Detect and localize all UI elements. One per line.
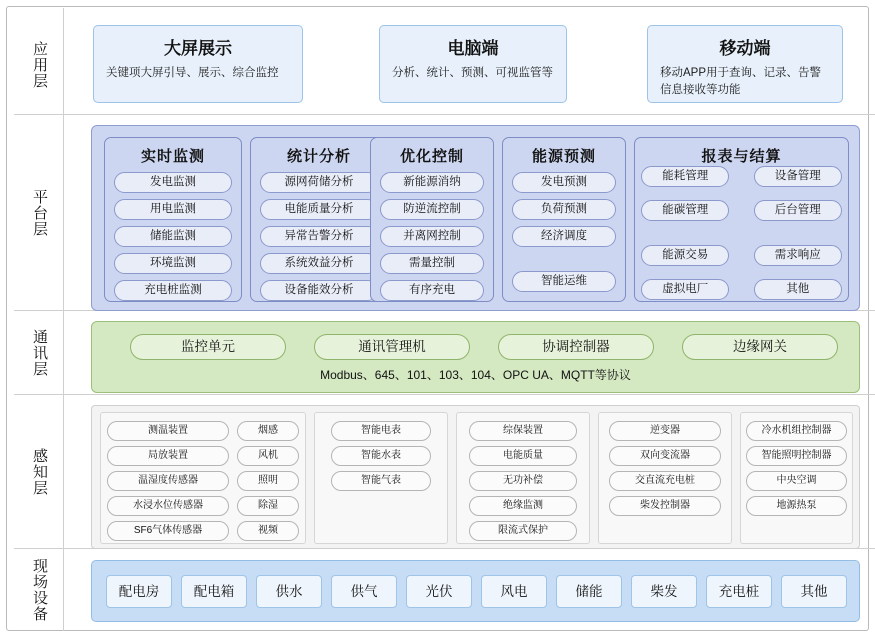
comm-unit-gateway-manager[interactable]: 通讯管理机 [314,334,470,360]
platform-item[interactable]: 虚拟电厂 [641,279,729,300]
platform-column-title: 能源预测 [531,148,596,165]
platform-item[interactable]: 异常告警分析 [260,226,378,247]
report-row [635,245,848,272]
app-card-desc: 关键项大屏引导、展示、综合监控 [106,67,279,79]
layer-label-platform [15,115,63,310]
platform-item[interactable]: 后台管理 [754,200,842,221]
sensor-item[interactable]: 综保装置 [469,421,577,441]
platform-column-statistics[interactable] [250,137,388,302]
app-card-mobile[interactable] [647,25,843,103]
field-item[interactable]: 配电房 [106,575,172,608]
sensor-item[interactable]: 逆变器 [609,421,721,441]
platform-item[interactable]: 源网荷储分析 [260,172,378,193]
sensor-item[interactable]: 水浸水位传感器 [107,496,229,516]
layer-label-sensing [15,395,63,548]
sensor-item[interactable]: 照明 [237,471,299,491]
platform-item[interactable]: 能碳管理 [641,200,729,221]
field-item[interactable]: 供气 [331,575,397,608]
report-item-grid [635,166,848,313]
field-item[interactable]: 配电箱 [181,575,247,608]
platform-column-forecast[interactable] [502,137,626,302]
platform-item[interactable]: 智能运维 [512,271,616,292]
layer-label-text: 现场设备 [31,557,48,622]
layer-label-communication [15,311,63,394]
platform-item[interactable]: 需量控制 [380,253,484,274]
report-row [635,200,848,227]
platform-item[interactable]: 新能源消纳 [380,172,484,193]
sensor-item[interactable]: 局放装置 [107,446,229,466]
sensor-item[interactable]: 烟感 [237,421,299,441]
sensor-item[interactable]: 测温装置 [107,421,229,441]
platform-item[interactable]: 系统效益分析 [260,253,378,274]
platform-item[interactable]: 需求响应 [754,245,842,266]
field-item[interactable]: 供水 [256,575,322,608]
sensor-group-protection [456,412,590,544]
field-item[interactable]: 柴发 [631,575,697,608]
sensor-item[interactable]: 温湿度传感器 [107,471,229,491]
sensor-item[interactable]: 智能照明控制器 [746,446,847,466]
sensor-group-converters [598,412,732,544]
comm-unit-edge-gateway[interactable]: 边缘网关 [682,334,838,360]
platform-item[interactable]: 发电监测 [114,172,232,193]
sensor-item[interactable]: 中央空调 [746,471,847,491]
platform-column-realtime[interactable] [104,137,242,302]
platform-item[interactable]: 能源交易 [641,245,729,266]
layer-label-field [15,549,63,630]
sensor-item[interactable]: SF6气体传感器 [107,521,229,541]
app-card-big-screen[interactable] [93,25,303,103]
sensor-item[interactable]: 交直流充电桩 [609,471,721,491]
layer-label-text: 平台层 [31,188,48,237]
app-card-title: 大屏展示 [164,39,232,58]
sensor-group-hvac [740,412,853,544]
platform-item[interactable]: 防逆流控制 [380,199,484,220]
platform-item[interactable]: 用电监测 [114,199,232,220]
diagram-frame [6,6,869,631]
platform-item[interactable]: 有序充电 [380,280,484,301]
sensor-item[interactable]: 双向变流器 [609,446,721,466]
sensor-item[interactable]: 除湿 [237,496,299,516]
platform-item[interactable]: 充电桩监测 [114,280,232,301]
field-item[interactable]: 光伏 [406,575,472,608]
platform-item[interactable]: 电能质量分析 [260,199,378,220]
platform-column-title: 实时监测 [140,148,205,165]
sensor-item[interactable]: 风机 [237,446,299,466]
platform-column-title: 统计分析 [286,148,351,165]
sensor-item[interactable]: 冷水机组控制器 [746,421,847,441]
app-card-desc: 分析、统计、预测、可视监管等 [392,67,553,79]
sensor-item[interactable]: 智能气表 [331,471,431,491]
divider-comm-sense [14,394,875,395]
protocol-list: Modbus、645、101、103、104、OPC UA、MQTT等协议 [320,368,631,382]
sensor-item[interactable]: 地源热泵 [746,496,847,516]
app-card-desktop[interactable] [379,25,567,103]
platform-item[interactable]: 发电预测 [512,172,616,193]
platform-item[interactable]: 设备管理 [754,166,842,187]
platform-column-report[interactable] [634,137,849,302]
field-item[interactable]: 充电桩 [706,575,772,608]
label-column-divider [63,8,64,631]
platform-column-optimization[interactable] [370,137,494,302]
field-item[interactable]: 储能 [556,575,622,608]
sensor-item[interactable]: 智能电表 [331,421,431,441]
layer-label-text: 应用层 [31,40,48,89]
sensor-item[interactable]: 柴发控制器 [609,496,721,516]
field-layer-panel [91,560,860,622]
app-card-desc: 移动APP用于查询、记录、告警信息接收等功能 [660,67,822,96]
field-item[interactable]: 风电 [481,575,547,608]
sensor-item[interactable]: 绝缘监测 [469,496,577,516]
app-card-title: 移动端 [719,39,771,58]
platform-item[interactable]: 其他 [754,279,842,300]
report-row [635,279,848,306]
platform-item[interactable]: 储能监测 [114,226,232,247]
platform-column-title: 报表与结算 [701,148,782,165]
platform-item[interactable]: 并离网控制 [380,226,484,247]
report-row [635,166,848,193]
comm-unit-coordinator[interactable]: 协调控制器 [498,334,654,360]
divider-app-platform [14,114,875,115]
communication-layer-panel [91,321,860,393]
layer-label-text: 感知层 [31,447,48,496]
field-item[interactable]: 其他 [781,575,847,608]
sensor-group-meters [314,412,448,544]
layer-label-application [15,15,63,114]
platform-item[interactable]: 经济调度 [512,226,616,247]
platform-item[interactable]: 设备能效分析 [260,280,378,301]
sensor-item[interactable]: 智能水表 [331,446,431,466]
platform-item[interactable]: 环境监测 [114,253,232,274]
comm-unit-monitoring[interactable]: 监控单元 [130,334,286,360]
platform-item[interactable]: 负荷预测 [512,199,616,220]
platform-layer-panel [91,125,860,311]
sensor-group-substation [100,412,306,544]
sensor-item[interactable]: 视频 [237,521,299,541]
layer-label-text: 通讯层 [31,328,48,377]
platform-item[interactable]: 能耗管理 [641,166,729,187]
platform-column-title: 优化控制 [399,148,464,165]
app-card-title: 电脑端 [447,39,499,58]
sensor-item[interactable]: 无功补偿 [469,471,577,491]
sensor-item[interactable]: 限流式保护 [469,521,577,541]
sensor-item[interactable]: 电能质量 [469,446,577,466]
sensing-layer-panel [91,405,860,549]
